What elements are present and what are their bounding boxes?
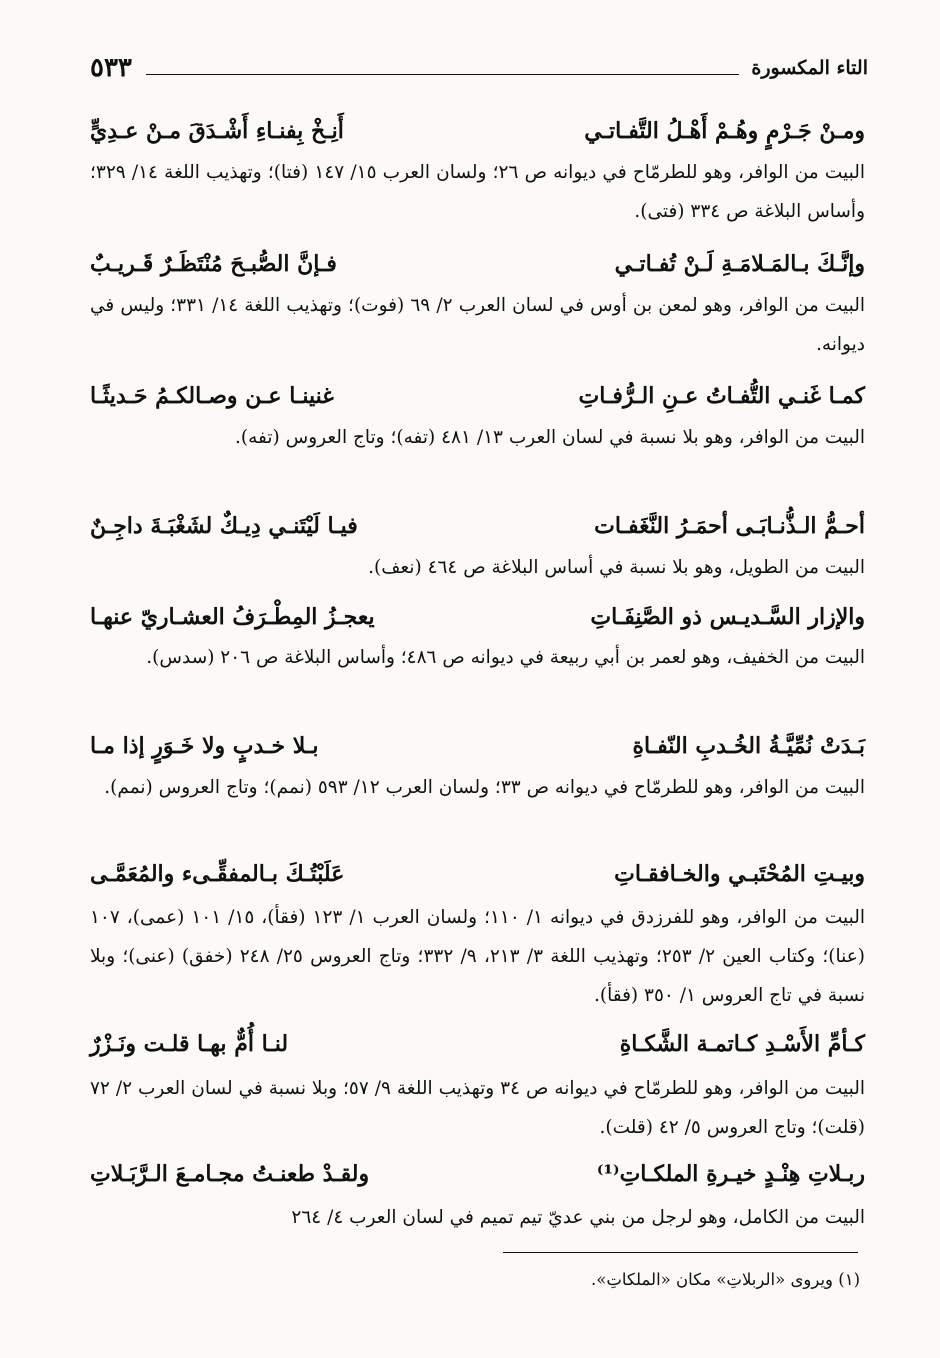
verse-source-note: البيت من الوافر، وهو للطرمّاح في ديوانه ص ٣٤ وتهذيب اللغة ٩/ ٥٧؛ وبلا نسبة في لسان العرب ٢/ ٧٢ (قلت)؛ وتاج العروس ٥/ ٤٢ (قلت).	[90, 1078, 865, 1138]
page-number: ٥٣٣	[90, 53, 132, 83]
verse-line	[90, 594, 865, 640]
verse-line	[90, 108, 865, 154]
verse-first-hemistich: فيـا لَيْتَنـي دِيـكٌ لشَغْبَـةَ داجِـنٌ	[90, 513, 358, 539]
verse-line	[90, 851, 865, 897]
footnote-divider	[503, 1252, 858, 1253]
page-header	[90, 50, 868, 86]
verse-first-hemistich: لنـا أُمٌّ بهـا قلـت ونَـزْرٌ	[90, 1031, 289, 1057]
verse-second-hemistich: وبيـتِ المُحْتَبـي والخـافقـاتِ	[614, 861, 865, 887]
verse-first-hemistich: غنينـا عـن وصـالكـمُ حَـديثًـا	[90, 383, 334, 409]
verse-source-note: البيت من الخفيف، وهو لعمر بن أبي ربيعة في ديوانه ص ٤٨٦؛ وأساس البلاغة ص ٢٠٦ (سدس).	[146, 647, 865, 668]
verse-first-hemistich: يعجـزُ المِطْـرَفُ العشـاريّ عنهـا	[90, 604, 375, 630]
verse-source-note: البيت من الوافر، وهو لمعن بن أوس في لسان العرب ٢/ ٦٩ (فوت)؛ وتهذيب اللغة ١٤/ ٣٣١؛ وليس في ديوانه.	[90, 295, 865, 355]
verse-second-hemistich: ربـلاتِ هِنْـدٍ خيـرةِ الملكـاتِ⁽¹⁾	[596, 1161, 865, 1187]
verse-second-hemistich: والإزار السَّـديـس ذو الصَّنِفَـاتِ	[590, 604, 865, 630]
verse-second-hemistich: وإنَّـكَ بـالمَـلامَـةِ لَـنْ تُفـاتـي	[614, 251, 865, 277]
verse-first-hemistich: ولقـدْ طعنـتُ مجـامـعَ الـرَّبَـلاتِ	[90, 1161, 370, 1187]
verse-first-hemistich: أَنِـخْ بِفنـاءِ أَشْـدَقَ مـنْ عـدِيٍّ	[90, 118, 344, 144]
verse-source-note: البيت من الوافر، وهو للطرمّاح في ديوانه ص ٢٦؛ ولسان العرب ١٥/ ١٤٧ (فتا)؛ وتهذيب اللغة ١٤/ ٣٢٩؛ وأساس البلاغة ص ٣٣٤ (فتى).	[90, 162, 865, 222]
verse-line	[90, 503, 865, 549]
verse-line	[90, 1151, 865, 1197]
verse-first-hemistich: بـلا خـدبٍ ولا خَـوَرٍ إذا مـا	[90, 733, 319, 759]
verse-source-note: البيت من الوافر، وهو للفرزدق في ديوانه ١/ ١١٠؛ ولسان العرب ١/ ١٢٣ (فقأ)، ١٥/ ١٠١ (عمى)، ١٠٧ (عنا)؛ وكتاب العين ٢/ ٢٥٣؛ وتهذيب اللغة ٣/ ٢١٣، ٩/ ٣٣٢؛ وتاج العروس ٢٥/ ٢٤٨ (خفق) (عنى)؛ وبلا نسبة في تاج العروس ١/ ٣٥٠ (فقأ).	[90, 907, 866, 1006]
header-rule	[146, 74, 740, 75]
verse-second-hemistich: كمـا غَنـي التُّفـاتُ عـنِ الـرُّفـاتِ	[578, 383, 865, 409]
verse-source-note: البيت من الكامل، وهو لرجل من بني عديّ تيم تميم في لسان العرب ٤/ ٢٦٤	[291, 1207, 865, 1228]
verse-first-hemistich: فـإنَّ الصُّبـحَ مُنْتَظَـرٌ قَـريـبٌ	[90, 251, 337, 277]
section-title: التاء المكسورة	[751, 57, 868, 79]
verse-second-hemistich: كـأمِّ الأَسْـدِ كـاتمـة الشَّكـاةِ	[619, 1031, 865, 1057]
verse-line	[90, 241, 865, 287]
verse-first-hemistich: عَلَبْتُـكَ بـالمفقِّـىء والمُعَمَّـى	[90, 861, 345, 887]
verse-line	[90, 1021, 865, 1067]
verse-source-note: البيت من الوافر، وهو بلا نسبة في لسان العرب ١٣/ ٤٨١ (تفه)؛ وتاج العروس (تفه).	[235, 427, 865, 448]
verse-source-note: البيت من الطويل، وهو بلا نسبة في أساس البلاغة ص ٤٦٤ (نعف).	[368, 557, 865, 578]
verse-line	[90, 723, 865, 769]
footnote: (١) ويروى «الربلاتِ» مكان «الملكاتِ».	[591, 1270, 860, 1289]
verse-second-hemistich: أحـمُّ الـذُّنـابَـى أحمَـرُ النَّغَفـات	[594, 513, 865, 539]
verse-second-hemistich: ومـنْ جَـرْمٍ وهُـمْ أَهْـلُ التَّفـاتـي	[584, 118, 865, 144]
verse-line	[90, 373, 865, 419]
verse-source-note: البيت من الوافر، وهو للطرمّاح في ديوانه ص ٣٣؛ ولسان العرب ١٢/ ٥٩٣ (نمم)؛ وتاج العروس (نمم).	[104, 777, 865, 798]
verse-second-hemistich: بَـدَتْ نُمِّيَّـةُ الخُـدبِ النّفـاةِ	[632, 733, 865, 759]
